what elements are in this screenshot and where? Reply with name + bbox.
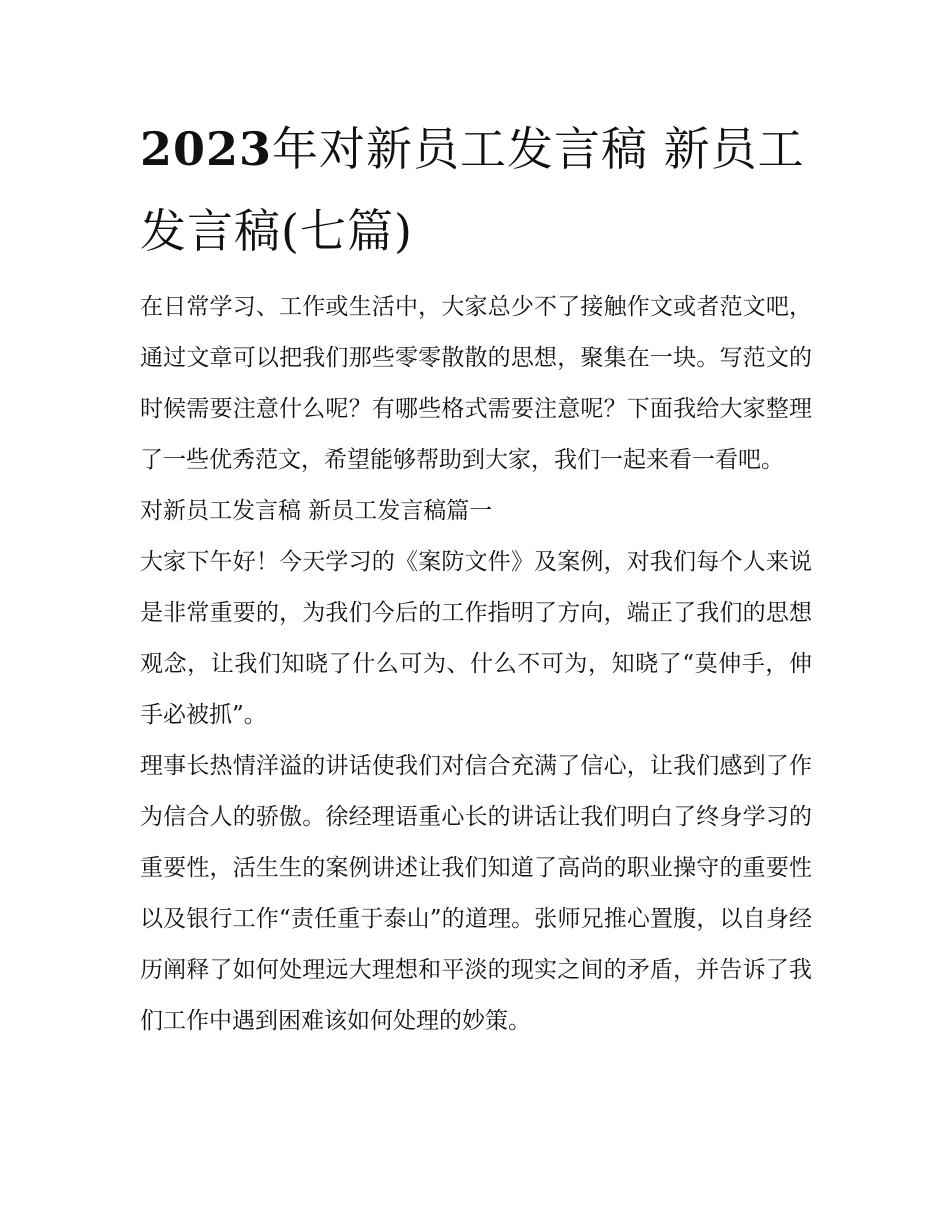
document-page [140,108,812,1047]
intro-paragraph: 在日常学习、工作或生活中，大家总少不了接触作文或者范文吧，通过文章可以把我们那些零零散散的思想，聚集在一块。写范文的时候需要注意什么呢？有哪些格式需要注意呢？下面我给大家整理了一些优秀范文，希望能够帮助到大家，我们一起来看一看吧。 [140,294,812,473]
section-heading: 对新员工发言稿 新员工发言稿篇一 [140,498,493,524]
document-body [140,282,812,1047]
title-year: 2023 [140,122,273,176]
body-paragraph: 大家下午好！今天学习的《案防文件》及案例，对我们每个人来说是非常重要的，为我们今后的工作指明了方向，端正了我们的思想观念，让我们知晓了什么可为、什么不可为，知晓了“莫伸手，伸手必被抓”。 [140,549,812,728]
title-text: 年对新员工发言稿 新员工发言稿(七篇) [140,122,805,258]
body-paragraph: 理事长热情洋溢的讲话使我们对信合充满了信心，让我们感到了作为信合人的骄傲。徐经理语重心长的讲话让我们明白了终身学习的重要性，活生生的案例讲述让我们知道了高尚的职业操守的重要性以及银行工作“责任重于泰山”的道理。张师兄推心置腹，以自身经历阐释了如何处理远大理想和平淡的现实之间的矛盾，并告诉了我们工作中遇到困难该如何处理的妙策。 [140,753,812,1034]
document-title [140,108,812,272]
